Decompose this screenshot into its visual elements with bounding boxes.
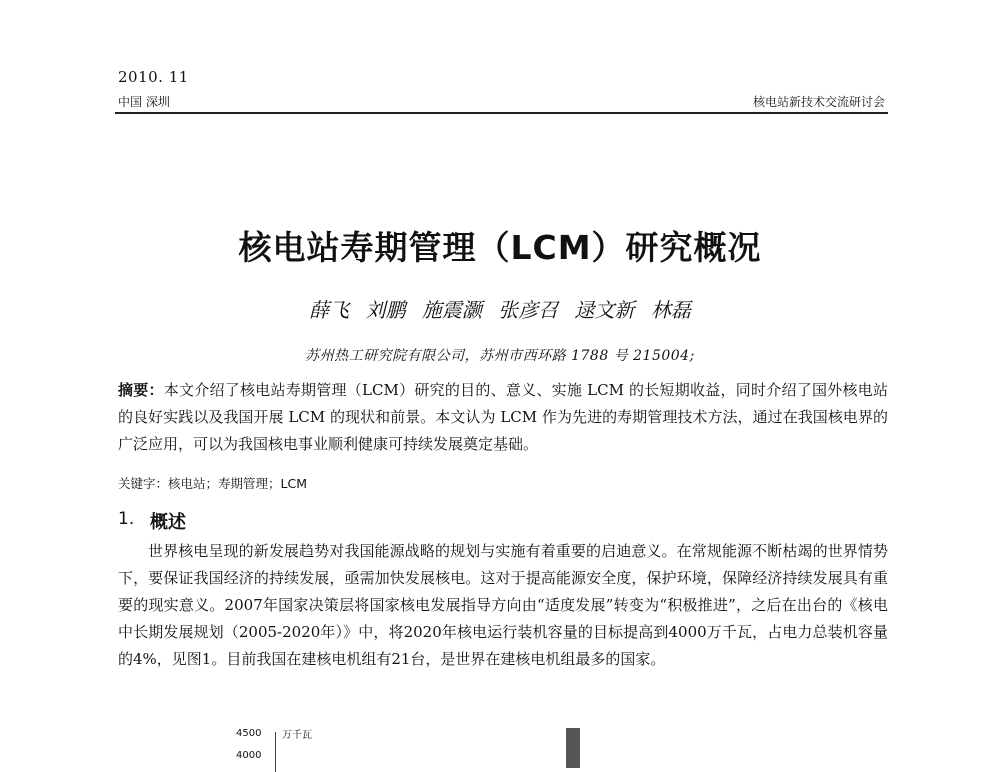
- y-tick-label: 4500: [236, 728, 262, 739]
- header-year: 2010. 11: [118, 68, 189, 86]
- keywords: [118, 474, 307, 492]
- section-body: 世界核电呈现的新发展趋势对我国能源战略的规划与实施有着重要的启迪意义。在常规能源不断枯竭的世界情势下，要保证我国经济的持续发展，亟需加快发展核电。这对于提高能源安全度，保护环境，保障经济持续发展具有重要的现实意义。2007年国家决策层将国家核电发展指导方向由“适度发展”转变为“积极推进”，之后在出台的《核电中长期发展规划（2005-2020年）》中，将2020年核电运行装机容量的目标提高到4000万千瓦，占电力总装机容量的4%，见图1。目前我国在建核电机组有21台，是世界在建核电机组最多的国家。: [118, 542, 888, 668]
- section-number: 1.: [118, 509, 135, 529]
- header-location: 中国 深圳: [118, 95, 170, 109]
- bar: [566, 728, 580, 768]
- header-conference: 核电站新技术交流研讨会: [752, 95, 885, 109]
- abstract-label: 摘要：: [118, 381, 164, 399]
- keywords-text: 核电站；寿期管理；LCM: [168, 476, 307, 491]
- abstract-text: 本文介绍了核电站寿期管理（LCM）研究的目的、意义、实施 LCM 的长短期收益，同时介绍了国外核电站的良好实践以及我国开展 LCM 的现状和前景。本文认为 LCM 作为先进的寿期管理技术方法，通过在我国核电界的广泛应用，可以为我国核电事业顺利健康可持续发展奠定基础。: [118, 381, 888, 453]
- figure-1: [230, 720, 650, 759]
- abstract: [118, 377, 888, 458]
- section-title: 概述: [150, 512, 186, 533]
- y-tick-label: 4000: [236, 750, 262, 761]
- unit-label: 万千瓦: [282, 730, 312, 741]
- y-axis: [275, 732, 276, 772]
- keywords-label: 关键字：: [118, 476, 169, 491]
- paper-affiliation: 苏州热工研究院有限公司，苏州市西环路 1788 号 215004;: [305, 348, 695, 364]
- header-rule: [115, 112, 888, 114]
- paper-authors: 薛飞 刘鹏 施震灏 张彦召 逯文新 林磊: [309, 298, 691, 322]
- paper-title: 核电站寿期管理（LCM）研究概况: [238, 228, 762, 267]
